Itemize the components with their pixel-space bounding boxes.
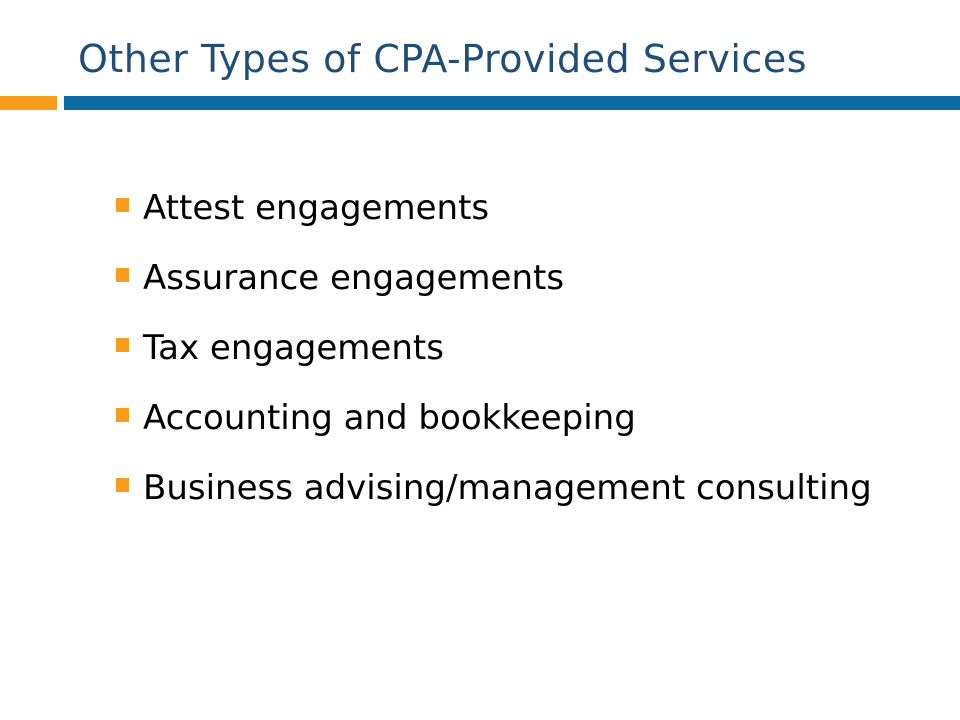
bullet-list [114,184,914,512]
square-bullet-icon [116,268,129,282]
bullet-text: Assurance engagements [143,258,565,298]
bullet-item-business-advising [114,464,914,512]
square-bullet-icon [116,408,129,422]
bullet-item-attest [114,184,914,232]
bullet-text: Accounting and bookkeeping [143,398,636,438]
bullet-item-tax [114,324,914,372]
bullet-text: Tax engagements [143,328,444,368]
square-bullet-icon [116,198,129,212]
title-accent-bar-blue [64,96,960,110]
title-accent-bar-orange [0,96,57,110]
square-bullet-icon [116,338,129,352]
square-bullet-icon [116,478,129,492]
bullet-text: Attest engagements [143,188,490,228]
bullet-item-assurance [114,254,914,302]
bullet-text: Business advising/management consulting [143,468,872,508]
bullet-item-accounting [114,394,914,442]
slide-title: Other Types of CPA-Provided Services [78,37,807,81]
